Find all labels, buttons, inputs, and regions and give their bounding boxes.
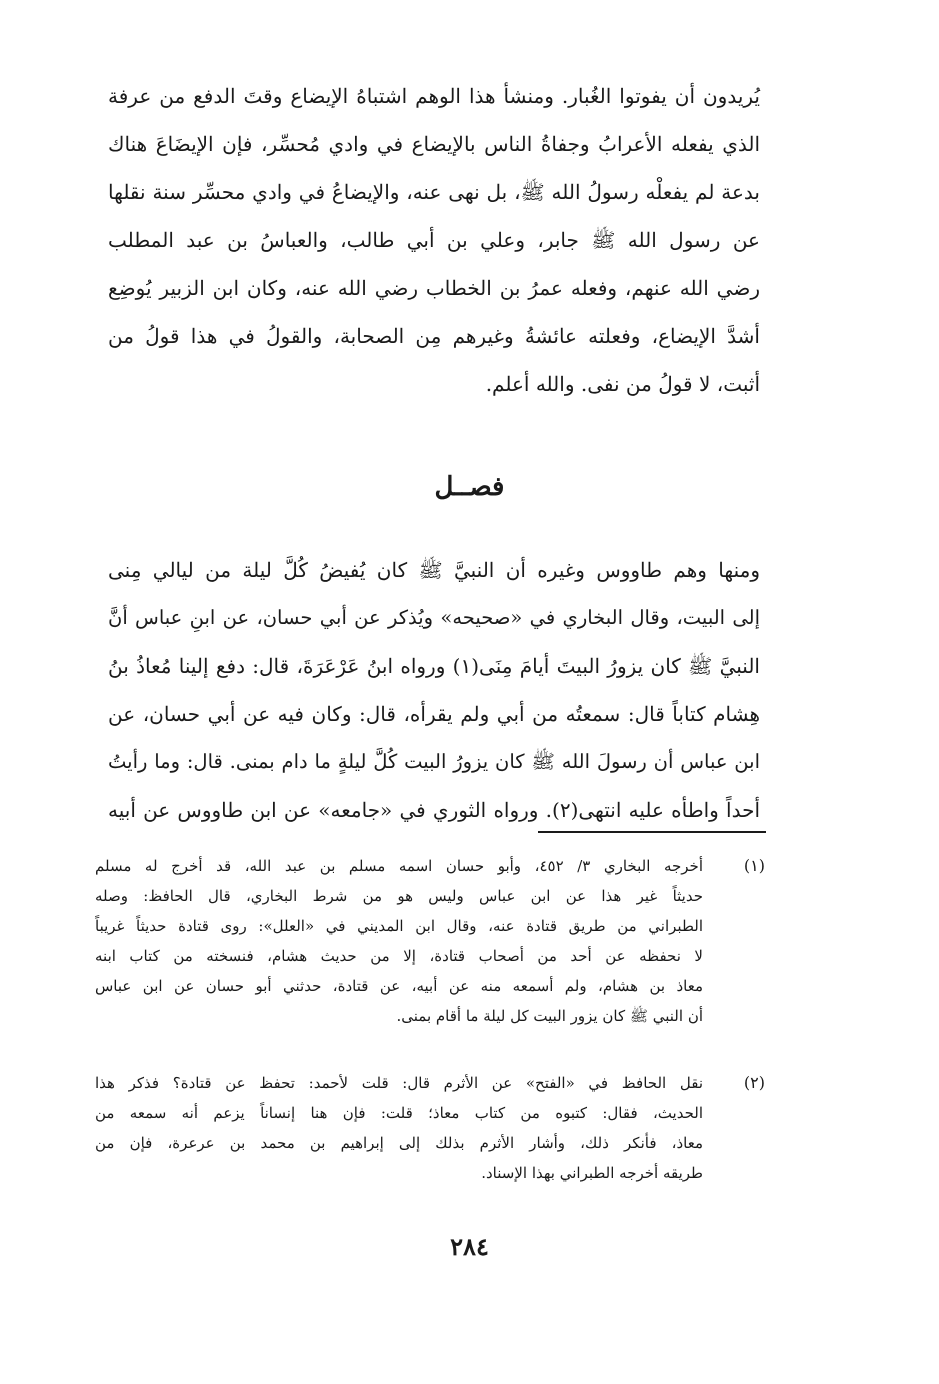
text-line: بدعة لم يفعلْه رسولُ الله ﷺ، بل نهى عنه، والإيضاعُ في وادي محسِّر سنة نقلها <box>108 180 760 204</box>
footnote-line: معاذ، فأنكر ذلك، وأشار الأثرم بذلك إلى إبراهيم بن محمد بن عرعرة، فإن من <box>95 1134 703 1152</box>
footnote-line: معاذ بن هشام، ولم أسمعه منه عن أبيه، عن قتادة، حدثني أبو حسان عن ابن عباس <box>95 977 703 995</box>
footnote-line: لا نحفظه عن أحد من أصحاب قتادة، إلا من حديث هشام، فنسخته من كتاب ابنه <box>95 947 703 965</box>
footnote-number: (١) <box>743 856 765 875</box>
text-line: عن رسول الله ﷺ جابر، وعلي بن أبي طالب، والعباسُ بن عبد المطلب <box>108 228 760 252</box>
body-paragraph-1 <box>108 72 760 408</box>
text-line: أشدَّ الإيضاع، وفعلته عائشةُ وغيرهم مِن الصحابة، والقولُ في هذا قولُ من <box>108 324 760 348</box>
footnote-line: أخرجه البخاري ٣/ ٤٥٢، وأبو حسان اسمه مسلم بن عبد الله، قد أخرج له مسلم <box>95 857 703 875</box>
footnote-line: أن النبي ﷺ كان يزور البيت كل ليلة ما أقام بمنى. <box>396 1007 703 1025</box>
footnote-line: الحديث، فقال: كتبوه من كتاب معاذ؛ قلت: فإن هنا إنساناً يزعم أنه سمعه من <box>95 1104 703 1122</box>
footnote-line: الطبراني من طريق قتادة عنه، وقال ابن المديني في «العلل»: روى قتادة حديثاً غريباً <box>95 917 703 935</box>
text-line: النبيَّ ﷺ كان يزورُ البيتَ أيامَ مِنَى(١) ورواه ابنُ عَرْعَرَةَ، قال: دفع إلينا مُعاذُ بنُ <box>108 654 760 678</box>
text-line: أثبت، لا قولُ من نفى. والله أعلم. <box>485 372 760 396</box>
footnote-number: (٢) <box>743 1073 765 1092</box>
footnote-body <box>95 1068 703 1188</box>
footnote-line: نقل الحافظ في «الفتح» عن الأثرم قال: قلت لأحمد: تحفظ عن قتادة؟ فذكر هذا <box>95 1074 703 1092</box>
text-line: أحداً واطأه عليه انتهى(٢). ورواه الثوري في «جامعه» عن ابن طاووس عن أبيه <box>108 798 760 822</box>
footnote-divider <box>538 831 766 833</box>
text-line: إلى البيت، وقال البخاري في «صحيحه» ويُذكر عن أبي حسان، عن ابنِ عباس أنَّ <box>108 606 760 629</box>
text-line: رضي الله عنهم، وفعله عمرُ بن الخطاب رضي الله عنه، وكان ابن الزبير يُوضِع <box>108 276 760 300</box>
section-heading: فصــل <box>434 472 505 502</box>
text-line: ابن عباس أن رسولَ الله ﷺ كان يزورُ البيت كُلَّ ليلةٍ ما دام بمنى. قال: وما رأيتُ <box>108 750 760 773</box>
text-line: هِشام كتاباً قال: سمعتُه من أبي ولم يقرأه، قال: وكان فيه عن أبي حسان، عن <box>108 702 760 726</box>
text-line: الذي يفعله الأعرابُ وجفاةُ الناس بالإيضاع في وادي مُحسِّر، فإن الإيضَاعَ هناك <box>108 132 760 156</box>
footnote-2 <box>95 1068 765 1188</box>
text-line: ومنها وهم طاووس وغيره أن النبيَّ ﷺ كان يُفيضُ كُلَّ ليلة من ليالي مِنى <box>108 558 760 582</box>
text-line: يُريدون أن يفوتوا الغُبار. ومنشأ هذا الوهم اشتباهُ الإيضاع وقتَ الدفع من عرفة <box>108 84 760 108</box>
footnote-1 <box>95 851 765 1031</box>
footnote-body <box>95 851 703 1031</box>
footnote-line: حديثاً غير هذا عن ابن عباس وليس هو من شرط البخاري، قال الحافظ: وصله <box>95 887 703 905</box>
footnote-line: طريقه أخرجه الطبراني بهذا الإسناد. <box>481 1164 703 1182</box>
body-paragraph-2 <box>108 546 760 834</box>
page-number: ٢٨٤ <box>450 1232 489 1261</box>
